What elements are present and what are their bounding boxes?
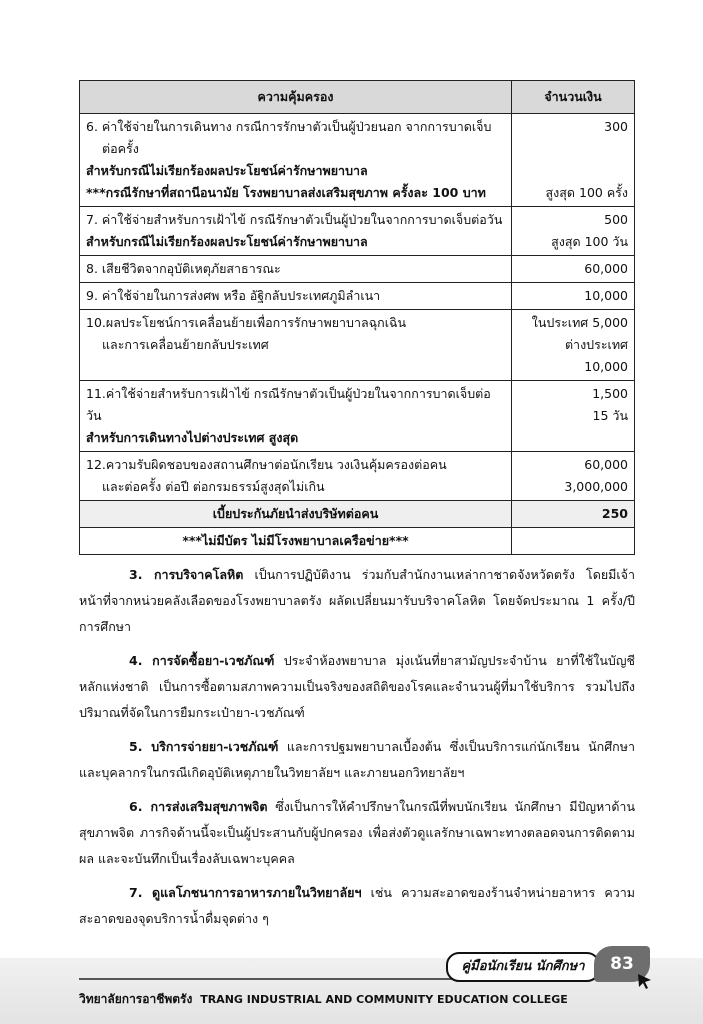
paragraph-mental-health [79,794,635,872]
coverage-cell [80,207,512,256]
amount-line: 60,000 [584,261,628,276]
paragraph-title: 4. การจัดซื้อยา-เวชภัณฑ์ [129,653,275,668]
amount-line: ต่างประเทศ 10,000 [564,337,628,374]
coverage-cell [80,452,512,501]
amount-cell [512,452,635,501]
amount-line [518,138,628,160]
table-row [80,283,635,310]
amount-line: 15 วัน [592,408,628,423]
coverage-line: และต่อครั้ง ต่อปี ต่อกรมธรรม์สูงสุดไม่เกิน [102,479,325,494]
paragraph-text: ซึ่งเป็นการให้คำปรึกษาในกรณีที่พบนักเรียน นักศึกษา มีปัญหาด้านสุขภาพจิต ภารกิจด้านนี้จะเป็นผู้ประสานกับผู้ปกครอง เพื่อส่งตัวดูแลรักษาเฉพาะทางตลอดจนการติดตามผล และจะบันทึกเป็นเรื่องลับเฉพาะบุคคล [79,799,635,866]
premium-value: 250 [512,501,635,528]
coverage-line: 7. ค่าใช้จ่ายสำหรับการเฝ้าไข้ กรณีรักษาตัวเป็นผู้ป่วยในจากการบาดเจ็บต่อวัน [86,212,503,227]
amount-cell [512,310,635,381]
amount-line: 60,000 [584,457,628,472]
paragraph-title: 3. การบริจาคโลหิต [129,567,244,582]
coverage-line: ***กรณีรักษาที่สถานีอนามัย โรงพยาบาลส่งเสริมสุขภาพ ครั้งละ 100 บาท [86,185,486,200]
amount-line: สูงสุด 100 วัน [551,234,628,249]
table-row [80,256,635,283]
coverage-line: 12.ความรับผิดชอบของสถานศึกษาต่อนักเรียน วงเงินคุ้มครองต่อคน [86,457,447,472]
coverage-cell [80,114,512,207]
paragraph-medicine-service [79,734,635,786]
amount-line: สูงสุด 100 ครั้ง [545,185,628,200]
paragraph-blood-donation [79,562,635,640]
paragraph-text: เป็นการปฏิบัติงาน ร่วมกับสำนักงานเหล่ากาชาดจังหวัดตรัง โดยมีเจ้าหน้าที่จากหน่วยคลังเลือดของโรงพยาบาลตรัง ผลัดเปลี่ยนมารับบริจาคโลหิต โดยจัดประมาณ 1 ครั้ง/ปีการศึกษา [79,567,636,634]
coverage-line: ต่อครั้ง [102,141,139,156]
college-name-english: TRANG INDUSTRIAL AND COMMUNITY EDUCATION COLLEGE [200,993,568,1006]
paragraph-title: 6. การส่งเสริมสุขภาพจิต [129,799,268,814]
coverage-line: และการเคลื่อนย้ายกลับประเทศ [102,337,269,352]
table-row [80,114,635,207]
arrow-cursor-icon [636,972,654,994]
amount-header: จำนวนเงิน [512,81,635,114]
coverage-cell [80,381,512,452]
amount-cell [512,283,635,310]
amount-cell [512,381,635,452]
coverage-line: 9. ค่าใช้จ่ายในการส่งศพ หรือ อัฐิกลับประเทศภูมิลำเนา [86,288,381,303]
handbook-title: คู่มือนักเรียน นักศึกษา [446,952,600,982]
amount-line: 300 [604,119,628,134]
note-row [80,528,635,555]
coverage-cell [80,310,512,381]
amount-cell [512,114,635,207]
coverage-cell [80,256,512,283]
paragraph-nutrition [79,880,635,932]
coverage-table [79,80,635,555]
coverage-cell [80,283,512,310]
amount-cell [512,207,635,256]
table-row [80,310,635,381]
college-name-thai: วิทยาลัยการอาชีพตรัง [79,992,193,1006]
paragraph-title: 7. ดูแลโภชนาการอาหารภายในวิทยาลัยฯ [129,885,362,900]
note-text: ***ไม่มีบัตร ไม่มีโรงพยาบาลเครือข่าย*** [80,528,512,555]
amount-line: 1,500 [592,386,628,401]
amount-line [518,160,628,182]
premium-label: เบี้ยประกันภัยนำส่งบริษัทต่อคน [80,501,512,528]
coverage-line: สำหรับการเดินทางไปต่างประเทศ สูงสุด [86,430,299,445]
paragraph-text: เช่น ความสะอาดของร้านจำหน่ายอาหาร ความสะอาดของจุดบริการน้ำดื่มจุดต่าง ๆ [79,885,635,926]
table-header-row [80,81,635,114]
amount-line: ในประเทศ 5,000 [531,315,628,330]
paragraph-text: และการปฐมพยาบาลเบื้องต้น ซึ่งเป็นบริการแก่นักเรียน นักศึกษาและบุคลากรในกรณีเกิดอุบัติเหตุภายในวิทยาลัยฯ และภายนอกวิทยาลัยฯ [79,739,635,780]
paragraph-medicine-purchase [79,648,635,726]
coverage-line: 8. เสียชีวิตจากอุบัติเหตุภัยสาธารณะ [86,261,281,276]
amount-line: 3,000,000 [564,479,628,494]
coverage-line: 6. ค่าใช้จ่ายในการเดินทาง กรณีการรักษาตัวเป็นผู้ป่วยนอก จากการบาดเจ็บ [86,119,492,134]
coverage-line: 11.ค่าใช้จ่ายสำหรับการเฝ้าไข้ กรณีรักษาตัวเป็นผู้ป่วยในจากการบาดเจ็บต่อวัน [86,386,491,423]
table-row [80,381,635,452]
coverage-line: สำหรับกรณีไม่เรียกร้องผลประโยชน์ค่ารักษาพยาบาล [86,234,368,249]
amount-cell [512,256,635,283]
paragraph-text: ประจำห้องพยาบาล มุ่งเน้นที่ยาสามัญประจำบ้าน ยาที่ใช้ในบัญชีหลักแห่งชาติ เป็นการซื้อตามสภาพความเป็นจริงของสถิติของโรคและจำนวนผู้ที่มาใช้บริการ รวมไปถึงปริมาณที่จัดในการยืมกระเป๋ายา-เวชภัณฑ์ [79,653,635,720]
table-row [80,452,635,501]
paragraph-title: 5. บริการจ่ายยา-เวชภัณฑ์ [129,739,279,754]
note-empty-cell [512,528,635,555]
page-number: 83 [594,946,650,982]
table-row [80,207,635,256]
amount-line: 10,000 [584,288,628,303]
amount-line: 500 [604,212,628,227]
coverage-header: ความคุ้มครอง [80,81,512,114]
body-content [79,562,635,940]
college-name [79,990,568,1009]
premium-row [80,501,635,528]
coverage-line: สำหรับกรณีไม่เรียกร้องผลประโยชน์ค่ารักษาพยาบาล [86,163,368,178]
coverage-line: 10.ผลประโยชน์การเคลื่อนย้ายเพื่อการรักษาพยาบาลฉุกเฉิน [86,315,407,330]
